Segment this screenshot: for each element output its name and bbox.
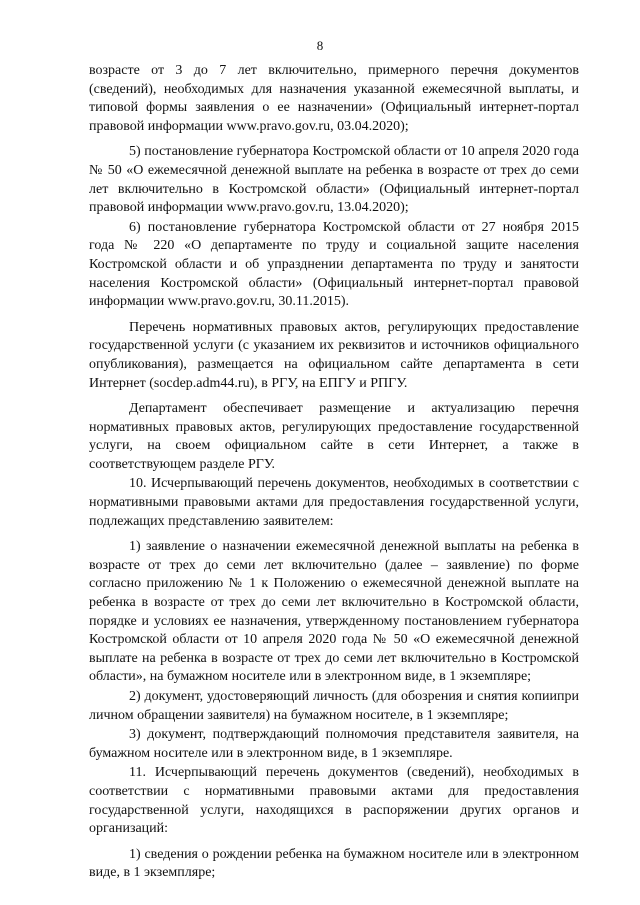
- paragraph-section-10-item-2: 2) документ, удостоверяющий личность (для обозрения и снятия копиипри личном обращении заявителя) на бумажном носителе, в 1 экземпляре;: [89, 689, 579, 723]
- paragraph-item-6: 6) постановление губернатора Костромской области от 27 ноября 2015 года № 220 «О департаменте по труду и социальной защите населения Костромской области и об упразднении департамента по труду и занятости населения Костромской области» (Официальный интернет-портал правовой информации www.pravo.gov.ru, 30.11.2015).: [89, 219, 579, 310]
- paragraph-continuation: возрасте от 3 до 7 лет включительно, примерного перечня документов (сведений), необходимых для назначения указанной ежемесячной выплаты, и типовой формы заявления о ее назначении» (Официальный интернет-портал правовой информации www.pravo.gov.ru, 03.04.2020);: [89, 63, 579, 134]
- document-body: [89, 62, 579, 884]
- paragraph-section-10: 10. Исчерпывающий перечень документов, необходимых в соответствии с нормативными правовыми актами для предоставления государственной услуги, подлежащих представлению заявителем:: [89, 476, 579, 529]
- paragraph-department: Департамент обеспечивает размещение и актуализацию перечня нормативных правовых актов, регулирующих предоставление государственной услуги, на своем официальном сайте в сети Интернет, а также в соответствующем разделе РГУ.: [89, 401, 579, 472]
- paragraph-section-11-item-1: 1) сведения о рождении ребенка на бумажном носителе или в электронном виде, в 1 экземпляре;: [89, 846, 579, 881]
- paragraph-list-of-acts: Перечень нормативных правовых актов, регулирующих предоставление государственной услуги (с указанием их реквизитов и источников официального опубликования), размещается на официальном сайте департамента в сети Интернет (socdep.adm44.ru), в РГУ, на ЕПГУ и РПГУ.: [89, 319, 579, 391]
- paragraph-section-10-item-3: 3) документ, подтверждающий полномочия представителя заявителя, на бумажном носителе или в электронном виде, в 1 экземпляре.: [89, 727, 579, 761]
- paragraph-section-11: 11. Исчерпывающий перечень документов (сведений), необходимых в соответствии с нормативными правовыми актами для предоставления государственной услуги, находящихся в распоряжении других органов и организаций:: [89, 765, 579, 837]
- paragraph-item-5: 5) постановление губернатора Костромской области от 10 апреля 2020 года № 50 «О ежемесячной денежной выплате на ребенка в возрасте от трех до семи лет включительно в Костромской области» (Официальный интернет-портал правовой информации www.pravo.gov.ru, 13.04.2020);: [89, 144, 579, 216]
- page-number: 8: [316, 38, 324, 53]
- paragraph-section-10-item-1: 1) заявление о назначении ежемесячной денежной выплаты на ребенка в возрасте от трех до семи лет включительно (далее – заявление) по форме согласно приложению № 1 к Положению о ежемесячной денежной выплате на ребенка в возрасте от трех до семи лет включительно в Костромской области, порядке и условиях ее назначения, утвержденному постановлением губернатора Костромской области от 10 апреля 2020 года № 50 «О ежемесячной денежной выплате на ребенка в возрасте от трех до семи лет включительно в Костромской области», на бумажном носителе или в электронном виде, в 1 экземпляре;: [89, 539, 579, 685]
